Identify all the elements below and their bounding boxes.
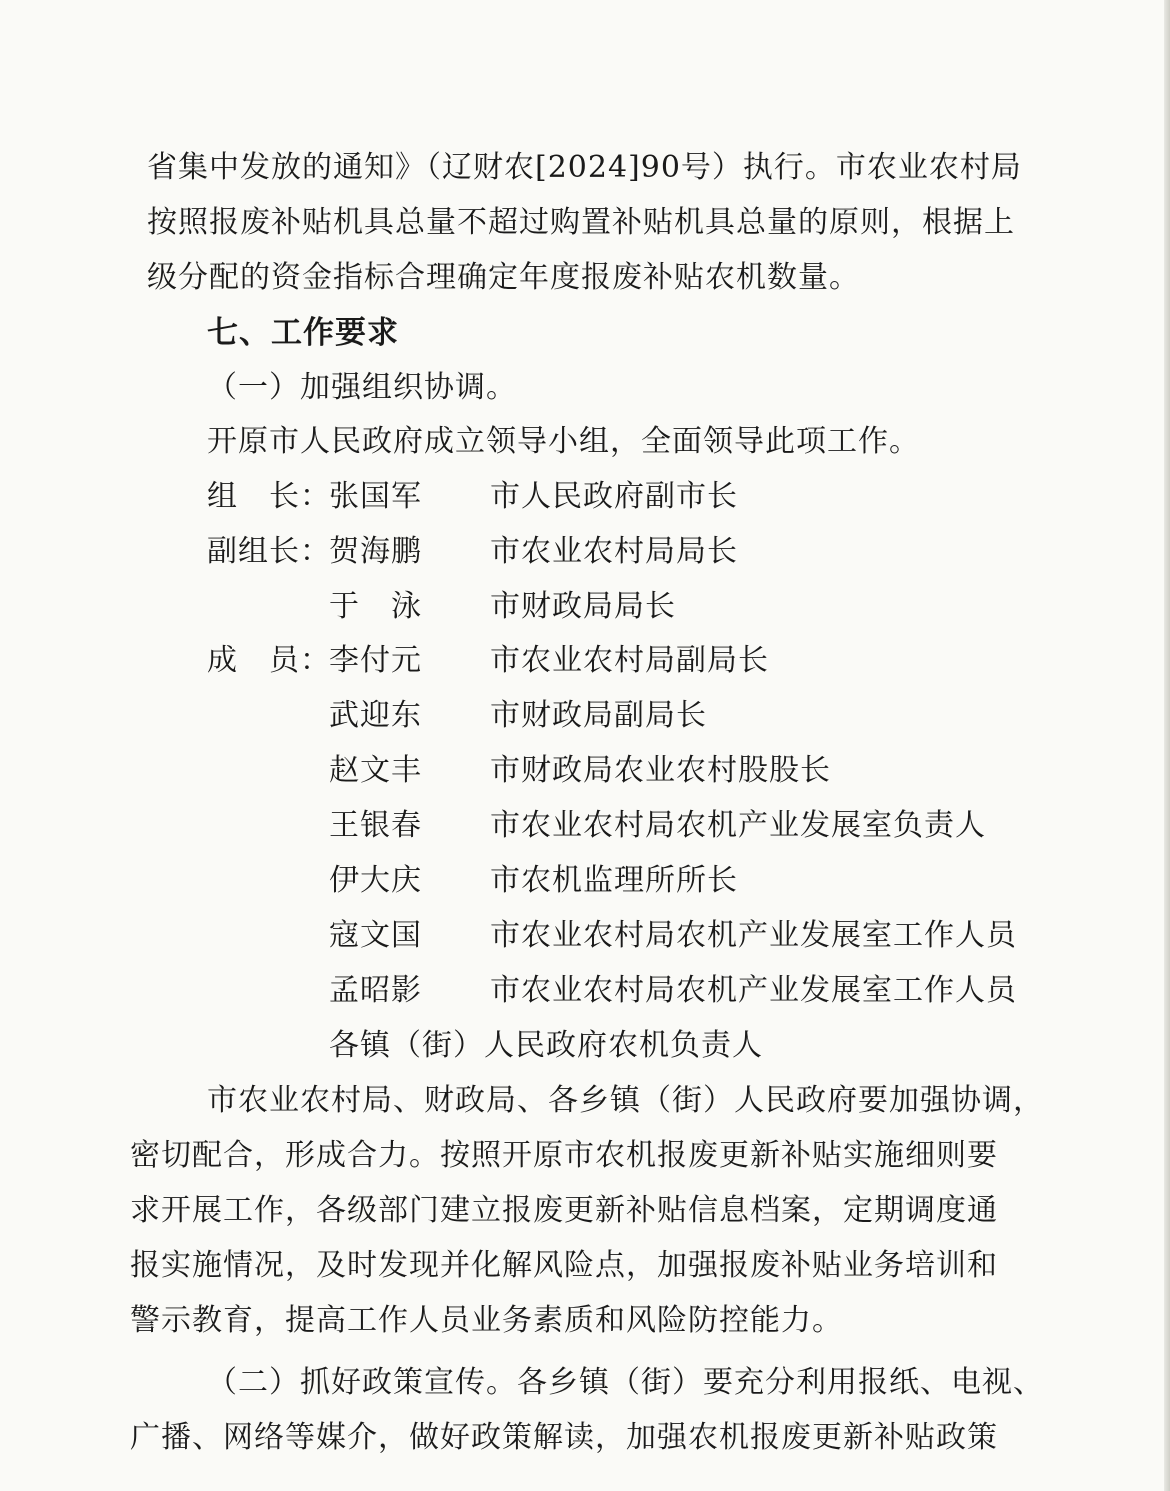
member-name: 李付元: [329, 643, 422, 678]
member-post: 市农机监理所所长: [490, 863, 738, 898]
member-post: 市人民政府副市长: [490, 479, 738, 514]
member-post: 市财政局局长: [490, 589, 676, 624]
paragraph-line: 报实施情况，及时发现并化解风险点，加强报废补贴业务培训和: [130, 1248, 998, 1283]
member-post: 市财政局副局长: [490, 698, 707, 733]
member-role: 副组长：: [207, 534, 331, 569]
subsection-heading: （一）加强组织协调。: [207, 370, 517, 405]
paragraph-line: 级分配的资金指标合理确定年度报废补贴农机数量。: [147, 260, 860, 295]
member-name: 贺海鹏: [329, 534, 422, 569]
member-row: [207, 698, 1107, 734]
member-name: 赵文丰: [329, 753, 422, 788]
paragraph-line: 广播、网络等媒介，做好政策解读，加强农机报废更新补贴政策: [130, 1420, 998, 1455]
paragraph-line: 求开展工作，各级部门建立报废更新补贴信息档案，定期调度通: [130, 1193, 998, 1228]
member-name: 寇文国: [329, 918, 422, 953]
member-post: 市农业农村局农机产业发展室工作人员: [490, 973, 1017, 1008]
member-row: [207, 534, 1107, 570]
member-post: 市农业农村局农机产业发展室负责人: [490, 808, 986, 843]
member-row: [207, 479, 1107, 515]
paragraph-line: 警示教育，提高工作人员业务素质和风险防控能力。: [130, 1303, 843, 1338]
member-name: 于 泳: [329, 589, 422, 624]
member-name: 伊大庆: [329, 863, 422, 898]
paragraph-line: 按照报废补贴机具总量不超过购置补贴机具总量的原则，根据上: [147, 205, 1015, 240]
subsection-heading-2: （二）抓好政策宣传。各乡镇（街）要充分利用报纸、电视、: [207, 1365, 1044, 1400]
paragraph-line: 市农业农村局、财政局、各乡镇（街）人民政府要加强协调，: [207, 1083, 1044, 1118]
paragraph-line: 省集中发放的通知》（辽财农[2024]90号）执行。市农业农村局: [147, 150, 1022, 185]
member-name: 王银春: [329, 808, 422, 843]
member-name: 张国军: [329, 479, 422, 514]
section-heading: 七、工作要求: [207, 315, 399, 351]
member-name: 孟昭影: [329, 973, 422, 1008]
member-row: [207, 643, 1107, 679]
member-post: 市农业农村局局长: [490, 534, 738, 569]
intro-line: 开原市人民政府成立领导小组，全面领导此项工作。: [207, 424, 920, 459]
member-row: [207, 753, 1107, 789]
member-post: 市财政局农业农村股股长: [490, 753, 831, 788]
member-post: 市农业农村局农机产业发展室工作人员: [490, 918, 1017, 953]
paragraph-line: 密切配合，形成合力。按照开原市农机报废更新补贴实施细则要: [130, 1138, 998, 1173]
member-row: [207, 973, 1107, 1009]
member-row-last: 各镇（街）人民政府农机负责人: [329, 1028, 763, 1063]
member-name: 武迎东: [329, 698, 422, 733]
member-role: 成 员：: [207, 643, 331, 678]
member-post: 市农业农村局副局长: [490, 643, 769, 678]
member-row: [207, 918, 1107, 954]
member-row: [207, 863, 1107, 899]
page-edge: [1164, 0, 1170, 1491]
member-row: [207, 808, 1107, 844]
member-role: 组 长：: [207, 479, 331, 514]
member-row: [207, 589, 1107, 625]
